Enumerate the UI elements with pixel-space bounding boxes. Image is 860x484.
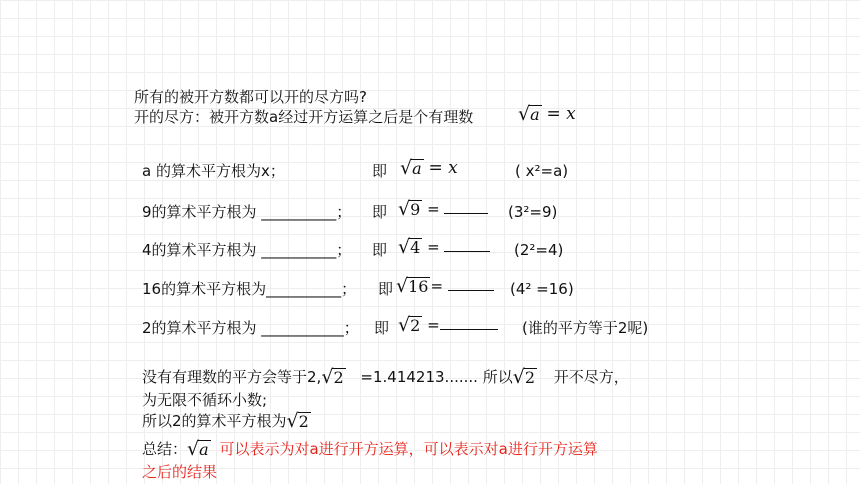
row1-note: ( x²=a)	[515, 162, 569, 180]
sqrt-a-formula: √a	[518, 103, 540, 125]
summary-red-line2: 之后的结果	[142, 463, 218, 481]
row4-note: (4² =16)	[510, 280, 574, 298]
row1-formula: √a = x	[400, 157, 458, 179]
sqrt-a: √a	[400, 157, 422, 179]
sqrt-2-conclusion: √2	[286, 410, 309, 432]
paragraph-line1: 没有有理数的平方会等于2,√2 =1.414213....... 所以√2 开不尽方，	[142, 366, 629, 388]
summary-line1: 总结：√a 可以表示为对a进行开方运算，可以表示对a进行开方运算	[142, 438, 598, 460]
row4-ji: 即	[378, 280, 394, 298]
sqrt-2: √2	[398, 314, 421, 336]
row4-formula: √16 =	[396, 276, 494, 297]
row4-label: 16的算术平方根为__________；	[142, 280, 357, 298]
sqrt-4: √4	[398, 236, 421, 258]
row5-note: (谁的平方等于2呢)	[522, 319, 649, 337]
row3-answer-blank	[444, 237, 490, 252]
heading-definition: 开的尽方：被开方数a经过开方运算之后是个有理数	[134, 108, 474, 126]
row4-answer-blank	[448, 276, 494, 291]
sqrt-a-summary: √a	[187, 438, 209, 460]
sqrt-16: √16	[396, 275, 429, 297]
sqrt-9: √9	[398, 198, 421, 220]
row2-note: (3²=9)	[508, 203, 558, 221]
row3-label: 4的算术平方根为 __________；	[142, 241, 352, 259]
summary-red-text: 可以表示为对a进行开方运算，可以表示对a进行开方运算	[219, 440, 598, 458]
row5-formula: √2 =	[398, 315, 498, 336]
row3-note: (2²=4)	[514, 241, 564, 259]
row5-ji: 即	[374, 319, 390, 337]
row3-ji: 即	[372, 241, 388, 259]
row2-formula: √9 =	[398, 199, 488, 220]
sqrt-2-inline: √2	[321, 366, 344, 388]
row2-label: 9的算术平方根为 __________；	[142, 203, 352, 221]
heading-formula: √a = x	[518, 103, 576, 125]
row3-formula: √4 =	[398, 237, 490, 258]
paragraph-line2: 为无限不循环小数;	[142, 391, 268, 409]
row1-ji: 即	[372, 162, 388, 180]
heading-question: 所有的被开方数都可以开的尽方吗?	[134, 88, 367, 106]
row5-answer-blank	[440, 315, 498, 330]
row5-label: 2的算术平方根为 ___________；	[142, 319, 359, 337]
row2-answer-blank	[444, 199, 488, 214]
row2-ji: 即	[372, 203, 388, 221]
row1-label: a 的算术平方根为x；	[142, 162, 285, 180]
sqrt-2-inline-b: √2	[512, 366, 535, 388]
paragraph-line3: 所以2的算术平方根为√2	[142, 410, 309, 432]
